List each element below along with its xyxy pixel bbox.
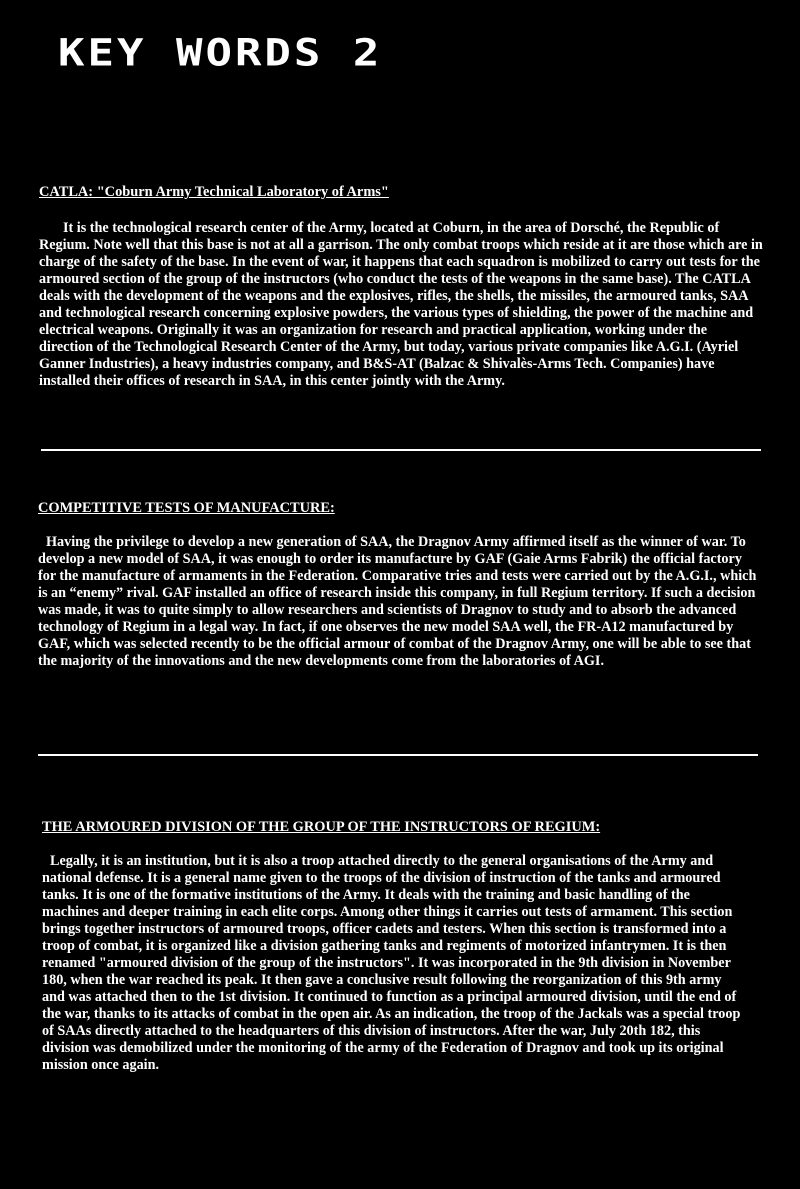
section-body: It is the technological research center of the Army, located at Coburn, in the area of Dorsché, the Republic of Regium. Note well that this base is not at all a garrison. The only combat troops which reside at it are those which are in charge of the safety of the base. In the event of war, it happens that each squadron is mobilized to carry out tests for the armoured section of the group of the instructors (who conduct the tests of the weapons in the same base). The CATLA deals with the development of the weapons and the explosives, rifles, the shells, the missiles, the armoured tanks, SAA and technological research concerning explosive powders, the various types of shielding, the power of the machine and electrical weapons. Originally it was an organization for research and practical application, working under the direction of the Technological Research Center of the Army, but today, various private companies like A.G.I. (Ayriel Ganner Industries), a heavy industries company, and B&S-AT (Balzac & Shivalès-Arms Tech. Companies) have installed their offices of research in SAA, in this center jointly with the Army.	[39, 220, 763, 389]
section-heading: COMPETITIVE TESTS OF MANUFACTURE:	[38, 500, 335, 516]
section-divider	[38, 754, 758, 756]
section-armoured-division	[42, 819, 742, 1074]
section-catla	[39, 184, 763, 390]
section-body: Legally, it is an institution, but it is also a troop attached directly to the general organisations of the Army and national defense. It is a general name given to the troops of the division of instruction of the tanks and armoured tanks. It is one of the formative institutions of the Army. It deals with the training and basic handling of the machines and deeper training in each elite corps. Among other things it carries out tests of armament. This section brings together instructors of armoured troops, officer cadets and testers. When this section is transformed into a troop of combat, it is organized like a division gathering tanks and regiments of motorized infantrymen. It is then renamed "armoured division of the group of the instructors". It was incorporated in the 9th division in November 180, when the war reached its peak. It then gave a conclusive result following the reorganization of this 9th army and was attached then to the 1st division. It continued to function as a principal armoured division, until the end of the war, thanks to its attacks of combat in the open air. As an indication, the troop of the Jackals was a special troop of SAAs directly attached to the headquarters of this division of instructors. After the war, July 20th 182, this division was demobilized under the monitoring of the army of the Federation of Dragnov and took up its original mission once again.	[42, 853, 741, 1073]
section-heading: CATLA: "Coburn Army Technical Laboratory of Arms"	[39, 184, 389, 200]
section-competitive-tests	[38, 500, 760, 670]
page-title: KEY WORDS 2	[58, 31, 383, 76]
section-divider	[41, 449, 761, 451]
section-heading: THE ARMOURED DIVISION OF THE GROUP OF THE INSTRUCTORS OF REGIUM:	[42, 819, 601, 835]
section-body: Having the privilege to develop a new generation of SAA, the Dragnov Army affirmed itself as the winner of war. To develop a new model of SAA, it was enough to order its manufacture by GAF (Gaie Arms Fabrik) the official factory for the manufacture of armaments in the Federation. Comparative tries and tests were carried out by the A.G.I., which is an “enemy” rival. GAF installed an office of research inside this company, in full Regium territory. If such a decision was made, it was to quite simply to allow researchers and scientists of Dragnov to study and to absorb the advanced technology of Regium in a legal way. In fact, if one observes the new model SAA well, the FR-A12 manufactured by GAF, which was selected recently to be the official armour of combat of the Dragnov Army, one will be able to see that the majority of the innovations and the new developments come from the laboratories of AGI.	[38, 534, 757, 669]
